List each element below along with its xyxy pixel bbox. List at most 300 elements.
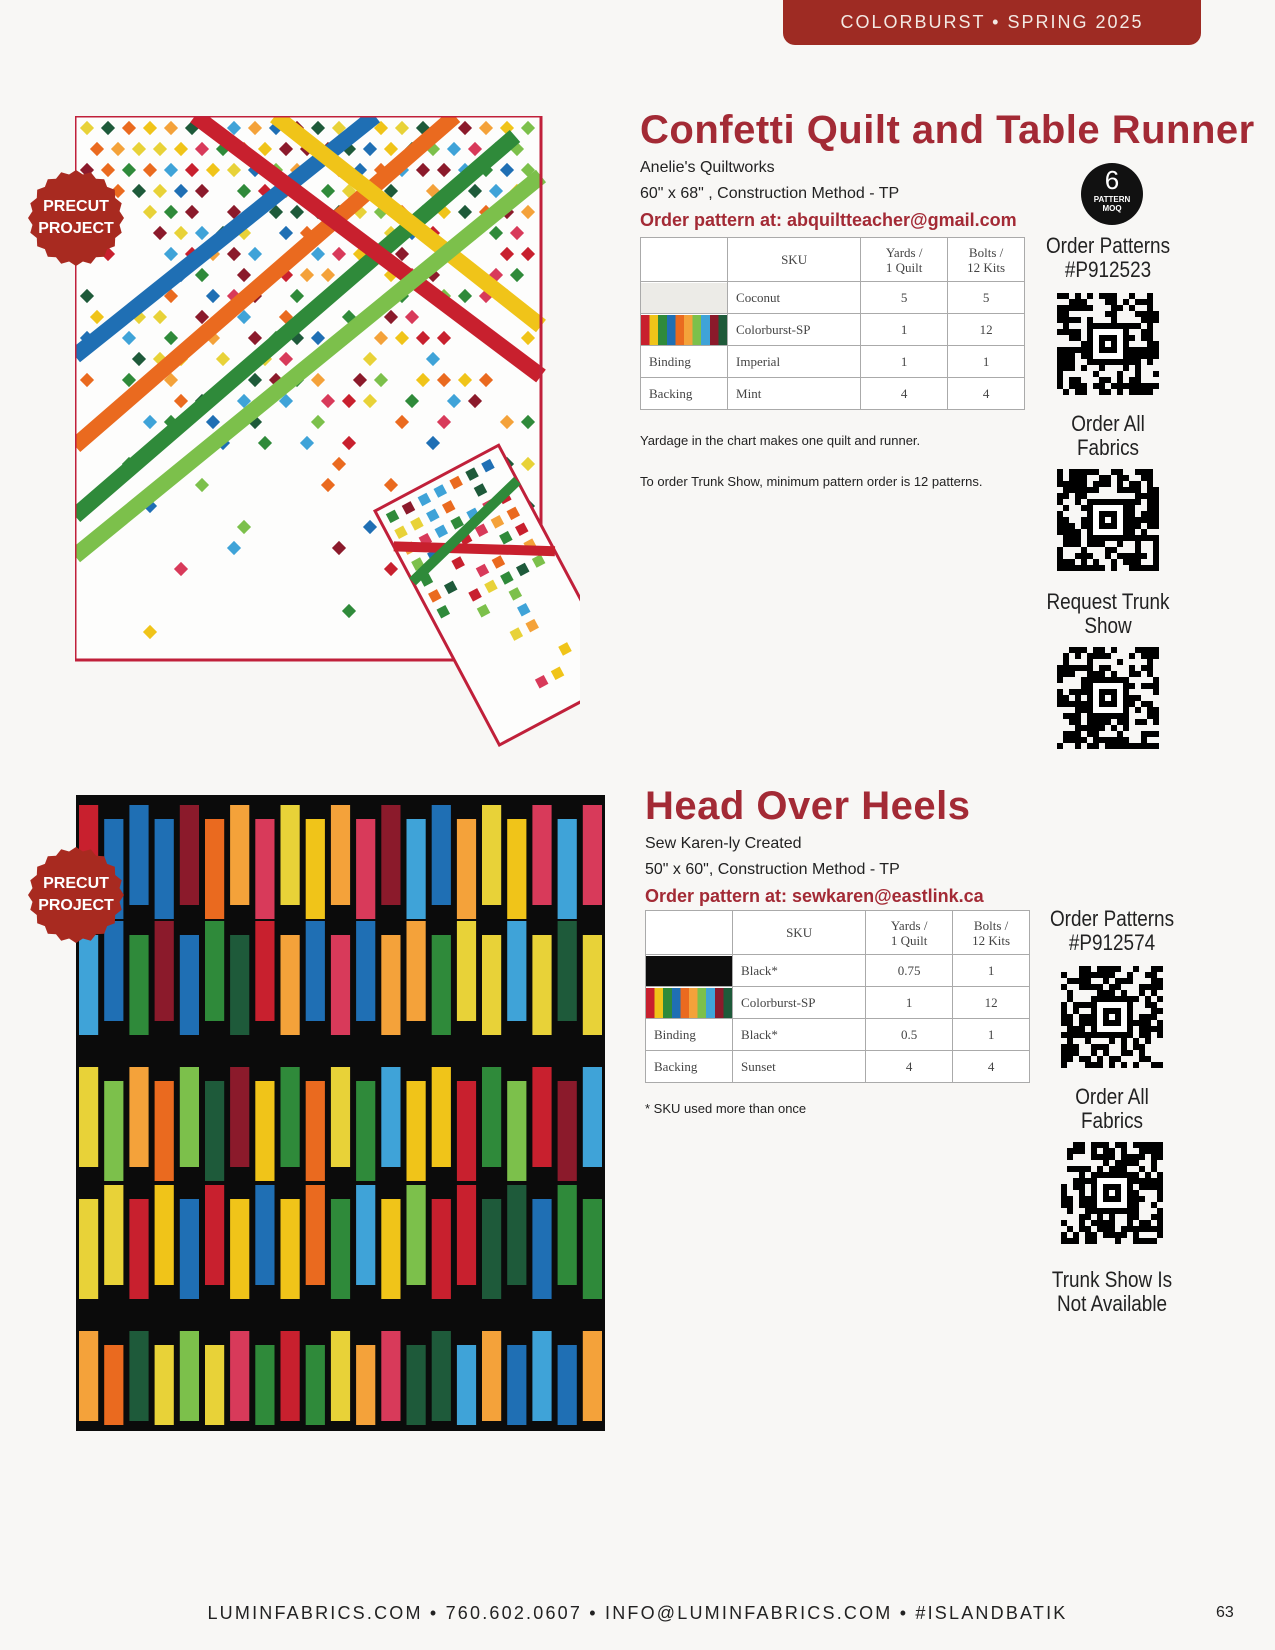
- qr-module: [1093, 731, 1099, 737]
- qr-module: [1091, 1050, 1097, 1056]
- qr-module: [1093, 671, 1099, 677]
- pattern-moq-badge: [1081, 163, 1143, 225]
- qr-module: [1091, 972, 1097, 978]
- qr-module: [1145, 1038, 1151, 1044]
- qr-module: [1057, 305, 1063, 311]
- qr-module: [1075, 469, 1081, 475]
- bar-block: [381, 1199, 400, 1299]
- qr-module: [1147, 743, 1153, 749]
- qr-module: [1069, 559, 1075, 565]
- order-patterns-qr-code-2[interactable]: [1061, 966, 1163, 1068]
- qr-module: [1129, 517, 1135, 523]
- table-row: [646, 987, 1030, 1019]
- qr-module: [1157, 1196, 1163, 1202]
- qr-module: [1147, 565, 1153, 571]
- qr-module: [1097, 1214, 1103, 1220]
- qr-module: [1069, 737, 1075, 743]
- badge-line-2: PROJECT: [38, 897, 114, 914]
- bar-block: [255, 1081, 274, 1181]
- qr-module: [1057, 511, 1063, 517]
- qr-module: [1147, 323, 1153, 329]
- bar-block: [532, 1067, 551, 1167]
- qr-module: [1141, 647, 1147, 653]
- bar-block: [558, 1081, 577, 1181]
- qr-module: [1099, 725, 1105, 731]
- cell-yards: 4: [866, 1051, 953, 1083]
- qr-module: [1093, 541, 1099, 547]
- qr-module: [1063, 481, 1069, 487]
- qr-module: [1073, 1026, 1079, 1032]
- qr-module: [1109, 990, 1115, 996]
- qr-module: [1061, 1020, 1067, 1026]
- qr-module: [1057, 365, 1063, 371]
- qr-module: [1145, 996, 1151, 1002]
- qr-module: [1123, 743, 1129, 749]
- qr-module: [1103, 966, 1109, 972]
- bar-block: [205, 1185, 224, 1285]
- qr-module: [1081, 493, 1087, 499]
- qr-module: [1141, 299, 1147, 305]
- qr-module: [1057, 565, 1063, 571]
- bar-block: [583, 935, 602, 1035]
- qr-module: [1061, 1232, 1067, 1238]
- qr-module: [1087, 469, 1093, 475]
- qr-module: [1079, 1002, 1085, 1008]
- qr-module: [1099, 653, 1105, 659]
- qr-module: [1141, 347, 1147, 353]
- bar-block: [432, 1199, 451, 1299]
- qr-module: [1135, 383, 1141, 389]
- qr-module: [1069, 523, 1075, 529]
- qr-module: [1111, 383, 1117, 389]
- qr-module: [1147, 659, 1153, 665]
- qr-module: [1105, 481, 1111, 487]
- qr-module: [1135, 707, 1141, 713]
- qr-module: [1147, 671, 1153, 677]
- order-pattern-link[interactable]: Order pattern at: abquiltteacher@gmail.com: [640, 210, 1017, 230]
- qr-module: [1085, 1202, 1091, 1208]
- qr-module: [1087, 671, 1093, 677]
- qr-module: [1123, 719, 1129, 725]
- qr-module: [1093, 487, 1099, 493]
- qr-module: [1153, 647, 1159, 653]
- qr-module: [1057, 377, 1063, 383]
- qr-module: [1061, 1044, 1067, 1050]
- qr-module: [1133, 1196, 1139, 1202]
- qr-module: [1105, 719, 1111, 725]
- qr-module: [1141, 743, 1147, 749]
- qr-module: [1141, 389, 1147, 395]
- qr-module: [1117, 719, 1123, 725]
- qr-module: [1063, 523, 1069, 529]
- bar-block: [507, 1345, 526, 1425]
- qr-module: [1121, 1226, 1127, 1232]
- qr-module: [1135, 523, 1141, 529]
- qr-module: [1097, 1044, 1103, 1050]
- qr-module: [1109, 984, 1115, 990]
- table-row: [646, 1051, 1030, 1083]
- qr-module: [1067, 1044, 1073, 1050]
- qr-module: [1153, 511, 1159, 517]
- table-header-3: Bolts / 12 Kits: [948, 238, 1025, 282]
- order-patterns-qr-code[interactable]: [1057, 293, 1159, 395]
- qr-module: [1103, 1050, 1109, 1056]
- qr-module: [1157, 966, 1163, 972]
- qr-module: [1115, 1232, 1121, 1238]
- qr-module: [1133, 1038, 1139, 1044]
- qr-module: [1081, 481, 1087, 487]
- qr-module: [1099, 647, 1105, 653]
- qr-module: [1135, 647, 1141, 653]
- qr-module: [1129, 695, 1135, 701]
- qr-module: [1141, 493, 1147, 499]
- qr-module: [1057, 517, 1063, 523]
- fabric-swatch: [646, 956, 732, 986]
- trunk-show-note: To order Trunk Show, minimum pattern order is 12 patterns.: [640, 474, 983, 489]
- qr-module: [1135, 487, 1141, 493]
- qr-module: [1075, 689, 1081, 695]
- qr-module: [1099, 475, 1105, 481]
- table-header-3: Bolts / 12 Kits: [953, 911, 1030, 955]
- qr-module: [1063, 535, 1069, 541]
- qr-module: [1099, 383, 1105, 389]
- project-meta: [640, 155, 1017, 233]
- qr-module: [1109, 1154, 1115, 1160]
- bar-block: [482, 1331, 501, 1421]
- qr-module: [1075, 725, 1081, 731]
- qr-module: [1129, 683, 1135, 689]
- qr-module: [1123, 737, 1129, 743]
- qr-module: [1063, 541, 1069, 547]
- colorburst-swatch: [646, 988, 732, 1018]
- qr-module: [1057, 329, 1063, 335]
- order-fabrics-qr-code[interactable]: [1057, 469, 1159, 571]
- qr-module: [1121, 978, 1127, 984]
- table-row: [646, 1019, 1030, 1051]
- qr-module: [1141, 731, 1147, 737]
- qr-module: [1079, 972, 1085, 978]
- qr-module: [1135, 371, 1141, 377]
- qr-module: [1105, 653, 1111, 659]
- bar-block: [281, 935, 300, 1035]
- qr-module: [1081, 347, 1087, 353]
- bar-block: [331, 805, 350, 905]
- qr-module: [1139, 1050, 1145, 1056]
- qr-module: [1087, 653, 1093, 659]
- qr-module: [1153, 499, 1159, 505]
- qr-module: [1133, 1202, 1139, 1208]
- qr-module: [1093, 737, 1099, 743]
- qr-module: [1141, 719, 1147, 725]
- qr-module: [1115, 984, 1121, 990]
- qr-module: [1135, 347, 1141, 353]
- qr-module: [1109, 1148, 1115, 1154]
- qr-module: [1063, 317, 1069, 323]
- qr-module: [1087, 541, 1093, 547]
- qr-module: [1069, 713, 1075, 719]
- qr-finder: [1105, 517, 1111, 523]
- footer-contact: LUMINFABRICS.COM • 760.602.0607 • INFO@LUMINFABRICS.COM • #ISLANDBATIK: [207, 1603, 1068, 1623]
- bar-block: [457, 1345, 476, 1425]
- qr-module: [1129, 359, 1135, 365]
- row-label: Backing: [641, 378, 728, 410]
- qr-module: [1117, 383, 1123, 389]
- qr-module: [1063, 311, 1069, 317]
- qr-module: [1129, 529, 1135, 535]
- qr-module: [1075, 713, 1081, 719]
- qr-module: [1091, 1142, 1097, 1148]
- qr-module: [1093, 719, 1099, 725]
- qr-module: [1153, 383, 1159, 389]
- qr-module: [1147, 329, 1153, 335]
- bar-block: [432, 1067, 451, 1167]
- qr-module: [1075, 293, 1081, 299]
- qr-module: [1103, 1220, 1109, 1226]
- qr-module: [1079, 1184, 1085, 1190]
- qr-module: [1105, 475, 1111, 481]
- qr-module: [1075, 487, 1081, 493]
- qr-module: [1079, 1220, 1085, 1226]
- qr-module: [1135, 499, 1141, 505]
- bar-block: [129, 1067, 148, 1167]
- bar-block: [407, 1081, 426, 1181]
- confetti-quilt-image: [75, 116, 580, 756]
- qr-module: [1111, 305, 1117, 311]
- qr-module: [1081, 469, 1087, 475]
- qr-module: [1057, 383, 1063, 389]
- qr-module: [1081, 517, 1087, 523]
- qr-module: [1117, 743, 1123, 749]
- qr-module: [1153, 535, 1159, 541]
- qr-module: [1153, 517, 1159, 523]
- qr-module: [1091, 1154, 1097, 1160]
- qr-module: [1063, 737, 1069, 743]
- bar-block: [407, 819, 426, 919]
- trunk-show-text-2: Not Available: [1056, 1291, 1168, 1316]
- qr-module: [1111, 293, 1117, 299]
- qr-module: [1129, 653, 1135, 659]
- table-header-0: [646, 911, 733, 955]
- qr-module: [1145, 1178, 1151, 1184]
- qr-module: [1151, 1154, 1157, 1160]
- qr-module: [1069, 481, 1075, 487]
- order-pattern-link[interactable]: Order pattern at: sewkaren@eastlink.ca: [645, 886, 984, 906]
- qr-module: [1067, 1208, 1073, 1214]
- qr-module: [1075, 383, 1081, 389]
- qr-module: [1153, 523, 1159, 529]
- qr-module: [1133, 1044, 1139, 1050]
- qr-module: [1075, 493, 1081, 499]
- qr-module: [1061, 1190, 1067, 1196]
- qr-module: [1057, 559, 1063, 565]
- qr-module: [1057, 317, 1063, 323]
- qr-module: [1079, 1148, 1085, 1154]
- qr-module: [1141, 353, 1147, 359]
- trunk-show-qr-code[interactable]: [1057, 647, 1159, 749]
- cell-bolts: 1: [953, 1019, 1030, 1051]
- qr-module: [1097, 1154, 1103, 1160]
- qr-module: [1129, 383, 1135, 389]
- qr-module: [1109, 1214, 1115, 1220]
- qr-module: [1063, 517, 1069, 523]
- qr-module: [1079, 1172, 1085, 1178]
- qr-module: [1085, 1178, 1091, 1184]
- qr-module: [1063, 293, 1069, 299]
- qr-module: [1075, 347, 1081, 353]
- bar-block: [104, 1345, 123, 1425]
- bar-block: [129, 935, 148, 1035]
- qr-module: [1069, 359, 1075, 365]
- qr-module: [1067, 990, 1073, 996]
- qr-module: [1145, 984, 1151, 990]
- qr-module: [1063, 323, 1069, 329]
- bar-block: [180, 935, 199, 1035]
- qr-module: [1135, 559, 1141, 565]
- qr-module: [1157, 996, 1163, 1002]
- bar-block: [255, 819, 274, 919]
- bar-block: [532, 1199, 551, 1299]
- qr-module: [1157, 1172, 1163, 1178]
- qr-module: [1121, 1142, 1127, 1148]
- qr-module: [1141, 317, 1147, 323]
- qr-module: [1067, 1020, 1073, 1026]
- qr-module: [1133, 1172, 1139, 1178]
- qr-module: [1073, 1032, 1079, 1038]
- qr-module: [1135, 541, 1141, 547]
- qr-module: [1067, 1014, 1073, 1020]
- bar-block: [558, 921, 577, 1021]
- qr-module: [1105, 293, 1111, 299]
- qr-module: [1073, 1166, 1079, 1172]
- qr-module: [1141, 329, 1147, 335]
- qr-module: [1057, 677, 1063, 683]
- qr-module: [1063, 329, 1069, 335]
- bar-block: [482, 935, 501, 1035]
- bar-block: [104, 1081, 123, 1181]
- bar-block: [155, 1081, 174, 1181]
- qr-module: [1147, 341, 1153, 347]
- row-label: Binding: [641, 346, 728, 378]
- qr-module: [1127, 1050, 1133, 1056]
- qr-module: [1103, 1232, 1109, 1238]
- qr-module: [1097, 1220, 1103, 1226]
- qr-module: [1147, 647, 1153, 653]
- qr-module: [1091, 1232, 1097, 1238]
- bar-block: [255, 1345, 274, 1425]
- qr-module: [1111, 743, 1117, 749]
- qr-module: [1109, 1062, 1115, 1068]
- table-header-1: SKU: [733, 911, 866, 955]
- cell-yards: 0.5: [866, 1019, 953, 1051]
- qr-module: [1069, 335, 1075, 341]
- row-label: Backing: [646, 1051, 733, 1083]
- trunk-show-label: [1039, 590, 1177, 638]
- cell-bolts: 1: [948, 346, 1025, 378]
- bar-block: [255, 1185, 274, 1285]
- qr-module: [1075, 743, 1081, 749]
- qr-module: [1123, 475, 1129, 481]
- order-fabrics-text-1: Order All: [1071, 411, 1145, 436]
- qr-module: [1103, 972, 1109, 978]
- qr-module: [1087, 487, 1093, 493]
- qr-finder: [1105, 695, 1111, 701]
- bar-block: [281, 1199, 300, 1299]
- fabric-table: [640, 237, 1025, 410]
- qr-module: [1129, 553, 1135, 559]
- qr-module: [1097, 990, 1103, 996]
- qr-module: [1141, 665, 1147, 671]
- qr-module: [1135, 389, 1141, 395]
- qr-module: [1129, 535, 1135, 541]
- bar-block: [79, 1199, 98, 1299]
- qr-module: [1151, 1226, 1157, 1232]
- qr-module: [1061, 1220, 1067, 1226]
- qr-module: [1111, 737, 1117, 743]
- qr-module: [1057, 311, 1063, 317]
- qr-module: [1129, 511, 1135, 517]
- qr-module: [1057, 701, 1063, 707]
- qr-module: [1153, 707, 1159, 713]
- qr-module: [1063, 487, 1069, 493]
- qr-module: [1115, 1160, 1121, 1166]
- qr-module: [1081, 389, 1087, 395]
- qr-module: [1111, 647, 1117, 653]
- row-label: [641, 314, 728, 346]
- qr-module: [1057, 553, 1063, 559]
- qr-module: [1063, 559, 1069, 565]
- order-fabrics-qr-code-2[interactable]: [1061, 1142, 1163, 1244]
- qr-module: [1135, 719, 1141, 725]
- bar-block: [155, 819, 174, 919]
- qr-module: [1123, 559, 1129, 565]
- qr-module: [1105, 743, 1111, 749]
- qr-module: [1057, 353, 1063, 359]
- qr-module: [1141, 683, 1147, 689]
- bar-block: [230, 1067, 249, 1167]
- bar-block: [407, 1185, 426, 1285]
- bar-block: [381, 805, 400, 905]
- qr-module: [1121, 1232, 1127, 1238]
- pattern-number: #P912574: [1068, 930, 1156, 955]
- qr-module: [1105, 389, 1111, 395]
- bar-block: [79, 1067, 98, 1167]
- qr-module: [1109, 1038, 1115, 1044]
- qr-module: [1115, 1238, 1121, 1244]
- qr-module: [1063, 505, 1069, 511]
- qr-module: [1145, 1014, 1151, 1020]
- qr-module: [1085, 1032, 1091, 1038]
- qr-module: [1069, 377, 1075, 383]
- qr-module: [1093, 481, 1099, 487]
- qr-module: [1141, 469, 1147, 475]
- qr-module: [1157, 1190, 1163, 1196]
- bar-block: [381, 1331, 400, 1421]
- qr-module: [1073, 1148, 1079, 1154]
- qr-module: [1147, 535, 1153, 541]
- bar-block: [255, 921, 274, 1021]
- bar-block: [432, 805, 451, 905]
- bar-block: [356, 921, 375, 1021]
- qr-module: [1057, 743, 1063, 749]
- qr-module: [1147, 701, 1153, 707]
- qr-module: [1069, 383, 1075, 389]
- qr-module: [1079, 1190, 1085, 1196]
- qr-module: [1121, 1044, 1127, 1050]
- bar-block: [507, 819, 526, 919]
- qr-module: [1069, 541, 1075, 547]
- qr-module: [1091, 1044, 1097, 1050]
- qr-module: [1117, 371, 1123, 377]
